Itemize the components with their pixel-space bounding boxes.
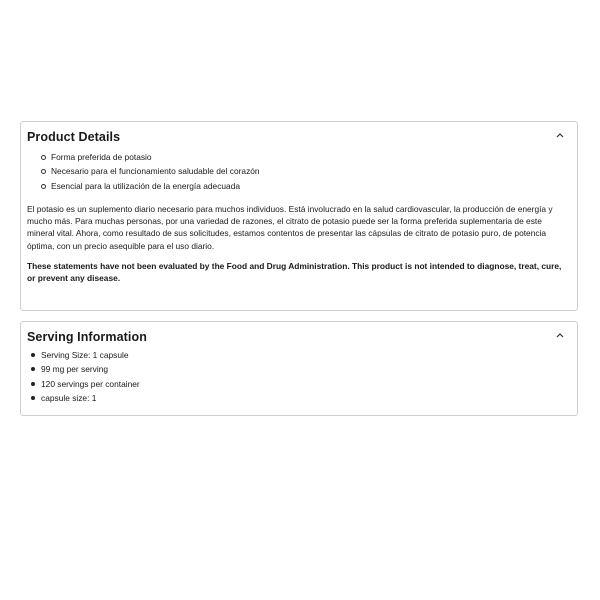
serving-information-title: Serving Information — [27, 330, 147, 344]
list-item: 99 mg per serving — [29, 362, 571, 376]
chevron-up-icon[interactable] — [555, 131, 565, 139]
product-details-header[interactable] — [21, 122, 577, 148]
list-item: Esencial para la utilización de la energía adecuada — [41, 179, 571, 193]
chevron-up-icon[interactable] — [555, 331, 565, 339]
serving-information-list — [27, 348, 571, 405]
list-item: Serving Size: 1 capsule — [29, 348, 571, 362]
list-item: capsule size: 1 — [29, 391, 571, 405]
fda-disclaimer: These statements have not been evaluated by the Food and Drug Administration. This product is not intended to diagnose, treat, cure, or prevent any disease. — [27, 261, 562, 284]
product-details-title: Product Details — [27, 130, 121, 144]
product-description: El potasio es un suplemento diario necesario para muchos individuos. Está involucrado en la salud cardiovascular, la producción de energía y mucho más. Para muchas personas, por una variedad de razones, el citrato de potasio puede ser la forma preferida suplementaria de este mineral vital. Ahora, como resultado de sus solicitudes, estamos contentos de presentar las cápsulas de citrato de potasio puro, de potencia óptima, con un precio asequible para el uso diario. — [27, 203, 553, 251]
product-details-bullets — [27, 150, 571, 193]
serving-information-body — [21, 348, 577, 405]
serving-information-panel — [20, 321, 578, 416]
serving-information-header[interactable] — [21, 322, 577, 348]
list-item: Forma preferida de potasio — [41, 150, 571, 164]
product-details-body — [21, 150, 577, 285]
product-details-panel — [20, 121, 578, 311]
list-item: 120 servings per container — [29, 377, 571, 391]
list-item: Necesario para el funcionamiento saludable del corazón — [41, 164, 571, 178]
